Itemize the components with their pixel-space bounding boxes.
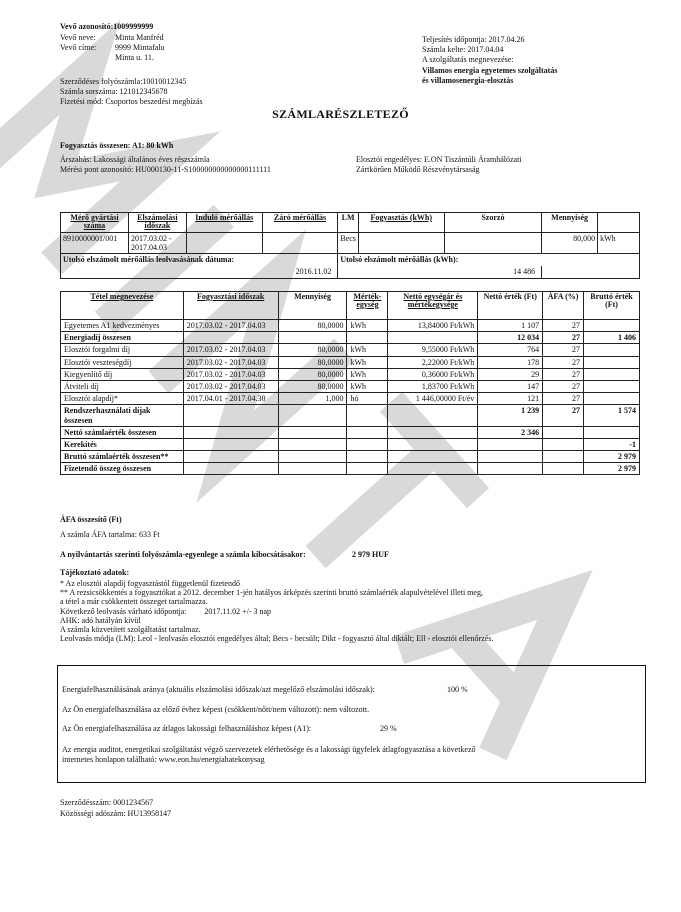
table-row <box>61 368 640 380</box>
item-gross <box>584 393 640 405</box>
item-unit-price <box>388 426 478 438</box>
item-quantity: 80,0000 <box>278 356 347 368</box>
meter-end <box>262 233 338 254</box>
distributor-line2: Zártkörűen Működő Részvénytársaság <box>356 165 480 174</box>
item-gross: -1 <box>584 438 640 450</box>
item-name: Elosztói forgalmi díj <box>61 344 184 356</box>
item-unit-price: 13,84000 Ft/kWh <box>388 320 478 332</box>
item-unit <box>347 463 388 475</box>
meter-unit: kWh <box>598 233 640 254</box>
item-unit-price <box>388 332 478 344</box>
item-name: Kiegyenlítő díj <box>61 368 184 380</box>
item-period: 2017.03.02 - 2017.04.03 <box>183 380 278 392</box>
meter-header-consumption: Fogyasztás (kWh) <box>358 213 444 233</box>
customer-address-line2: Minta u. 11. <box>115 53 154 62</box>
info-line-1: * Az elosztói alapdíj fogyasztástól függetlenül fizetendő <box>60 579 240 588</box>
meter-start <box>186 233 262 254</box>
item-gross <box>584 380 640 392</box>
item-quantity <box>278 438 347 450</box>
item-net: 12 034 <box>478 332 543 344</box>
vat-summary-line: A számla ÁFA tartalma: 633 Ft <box>60 530 160 539</box>
tariff: Árszabás: Lakossági általános éves részszámla <box>60 155 210 164</box>
item-unit <box>347 405 388 426</box>
meter-header-lm: LM <box>338 213 359 233</box>
item-gross <box>584 368 640 380</box>
item-quantity <box>278 405 347 426</box>
item-net: 2 346 <box>478 426 543 438</box>
meter-header-unit <box>598 213 640 233</box>
item-name: Átviteli díj <box>61 380 184 392</box>
item-unit-price: 1,83700 Ft/kWh <box>388 380 478 392</box>
item-period: 2017.03.02 - 2017.04.03 <box>183 368 278 380</box>
item-name: Elosztói veszteségdíj <box>61 356 184 368</box>
items-header-period: Fogyasztási időszak <box>183 292 278 320</box>
item-name: Bruttó számlaérték összesen** <box>61 451 184 463</box>
item-period: 2017.03.02 - 2017.04.03 <box>183 356 278 368</box>
info-title: Tájékoztató adatok: <box>60 568 130 577</box>
fulfillment-date: Teljesítés időpontja: 2017.04.26 <box>422 35 525 44</box>
last-read-date-label: Utolsó elszámolt mérőállás leolvasásának dátuma: <box>61 254 338 266</box>
item-quantity: 1,000 <box>278 393 347 405</box>
contract-account: Szerződéses folyószámla:10010012345 <box>60 77 187 86</box>
item-unit-price <box>388 451 478 463</box>
table-row <box>61 438 640 450</box>
meter-header-start: Induló mérőállás <box>186 213 262 233</box>
service-label: A szolgáltatás megnevezése: <box>422 55 514 64</box>
usage-ratio-value: 100 % <box>447 685 468 694</box>
customer-address-label: Vevő címe: <box>60 43 97 52</box>
item-quantity <box>278 463 347 475</box>
meter-header-multiplier: Szorzó <box>444 213 542 233</box>
average-comparison-value: 29 % <box>380 724 397 733</box>
table-row <box>61 380 640 392</box>
items-header-unit-price: Nettó egységár és mértékegysége <box>388 292 478 320</box>
meter-header-serial: Mérő gyártási száma <box>61 213 129 233</box>
item-vat: 27 <box>543 368 584 380</box>
table-row <box>61 451 640 463</box>
item-gross <box>584 426 640 438</box>
item-vat <box>543 451 584 463</box>
item-net: 764 <box>478 344 543 356</box>
item-quantity: 80,0000 <box>278 380 347 392</box>
info-line-4: Következő leolvasás várható időpontja: 2017.11.02 +/- 3 nap <box>60 606 272 616</box>
payment-method: Fizetési mód: Csoportos beszedési megbízás <box>60 97 203 106</box>
item-unit-price <box>388 405 478 426</box>
item-name: Elosztói alapdíj* <box>61 393 184 405</box>
balance-value: 2 979 HUF <box>352 550 389 559</box>
item-unit: kWh <box>347 368 388 380</box>
yearly-comparison: Az Ön energiafelhasználása az előző évhez képest (csökkent/nőtt/nem változott): nem változott. <box>62 705 370 714</box>
last-read-date: 2016.11.02 <box>61 266 338 279</box>
info-line-6: A számla közvetített szolgáltatást tartalmaz. <box>60 624 201 634</box>
energy-efficiency-box <box>57 665 646 783</box>
item-unit <box>347 451 388 463</box>
item-period <box>183 405 278 426</box>
meter-header-end: Záró mérőállás <box>262 213 338 233</box>
metering-point-id: Mérési pont azonosító: HU000130-11-S100000000000000111111 <box>60 165 271 174</box>
item-period: 2017.03.02 - 2017.04.03 <box>183 344 278 356</box>
item-period: 2017.04.01 - 2017.04.30 <box>183 393 278 405</box>
items-header-gross: Bruttó érték (Ft) <box>584 292 640 320</box>
item-unit-price: 9,55000 Ft/kWh <box>388 344 478 356</box>
table-row <box>61 405 640 426</box>
meter-table <box>60 212 640 279</box>
info-list <box>60 579 640 643</box>
item-quantity: 80,0000 <box>278 344 347 356</box>
item-gross: 1 574 <box>584 405 640 426</box>
item-net <box>478 438 543 450</box>
item-quantity <box>278 426 347 438</box>
distributor-line1: Elosztói engedélyes: E.ON Tiszántúli Áramhálózati <box>356 155 522 164</box>
item-vat: 27 <box>543 393 584 405</box>
vat-summary-title: ÁFA összesítő (Ft) <box>60 515 122 524</box>
item-unit: kWh <box>347 380 388 392</box>
item-net <box>478 463 543 475</box>
item-net: 121 <box>478 393 543 405</box>
item-vat <box>543 438 584 450</box>
item-unit-price: 1 446,00000 Ft/év <box>388 393 478 405</box>
item-name: Egyetemes A1 kedvezményes <box>61 320 184 332</box>
consumption-total: Fogyasztás összesen: A1: 80 kWh <box>60 141 174 150</box>
table-row <box>61 356 640 368</box>
meter-lm: Becs <box>338 233 359 254</box>
item-period <box>183 438 278 450</box>
items-header-quantity: Mennyiség <box>278 292 347 320</box>
item-unit: kWh <box>347 344 388 356</box>
audit-info-line1: Az energia auditot, energetikai szolgáltatást végző szervezetek elérhetősége és a lakossági ügyfelek átlagfogyasztása a következő <box>62 745 476 754</box>
item-vat: 27 <box>543 320 584 332</box>
customer-name: Minta Manfréd <box>115 33 164 42</box>
invoice-date: Számla kelte: 2017.04.04 <box>422 45 504 54</box>
item-unit-price <box>388 463 478 475</box>
average-comparison-label: Az Ön energiafelhasználása az átlagos lakossági felhasználáshoz képest (A1): <box>62 724 312 733</box>
table-row <box>61 393 640 405</box>
meter-multiplier <box>444 233 542 254</box>
item-net: 147 <box>478 380 543 392</box>
meter-consumption <box>358 233 444 254</box>
items-body <box>61 320 640 475</box>
item-quantity <box>278 332 347 344</box>
item-vat: 27 <box>543 332 584 344</box>
info-line-5: AHK: adó hatályán kívül <box>60 615 141 625</box>
service-name-line2: és villamosenergia-elosztás <box>422 76 514 85</box>
item-gross <box>584 320 640 332</box>
item-unit <box>347 438 388 450</box>
item-net: 1 239 <box>478 405 543 426</box>
item-vat <box>543 426 584 438</box>
last-read-value: 14 486 <box>338 266 542 279</box>
item-vat <box>543 463 584 475</box>
item-period <box>183 463 278 475</box>
item-unit: kWh <box>347 356 388 368</box>
item-name: Nettó számlaérték összesen <box>61 426 184 438</box>
customer-id: Vevő azonosító:1009999999 <box>60 22 154 31</box>
item-unit-price: 2,22000 Ft/kWh <box>388 356 478 368</box>
info-line-7: Leolvasás módja (LM): Leol - leolvasás elosztói engedélyes által; Becs - becsült; Dikt - fogyasztó által diktált; Ell - elosztói ellenőrzés. <box>60 634 494 644</box>
info-line-3: a tétel a már csökkentett összeget tartalmazza. <box>60 597 208 607</box>
customer-address-line1: 9999 Mintafalu <box>115 43 165 52</box>
eu-tax-number: Közösségi adószám: HU13958147 <box>60 809 172 818</box>
item-unit: hó <box>347 393 388 405</box>
balance-label: A nyilvántartás szerinti folyószámla-egyenlege a számla kibocsátásakor: <box>60 550 306 559</box>
item-period <box>183 426 278 438</box>
item-gross <box>584 344 640 356</box>
item-quantity <box>278 451 347 463</box>
item-gross: 2 979 <box>584 451 640 463</box>
meter-header-quantity: Mennyiség <box>542 213 598 233</box>
meter-quantity: 80,000 <box>542 233 598 254</box>
item-name: Energiadíj összesen <box>61 332 184 344</box>
item-net <box>478 451 543 463</box>
table-row <box>61 463 640 475</box>
item-unit <box>347 332 388 344</box>
contract-number: Szerződésszám: 0001234567 <box>60 798 154 807</box>
item-quantity: 80,0000 <box>278 320 347 332</box>
item-period <box>183 451 278 463</box>
items-header-unit: Mérték-egység <box>347 292 388 320</box>
item-vat: 27 <box>543 380 584 392</box>
audit-info-line2: internetes honlapon található: www.eon.hu/energiahatekonysag <box>62 755 265 764</box>
item-unit <box>347 426 388 438</box>
item-unit: kWh <box>347 320 388 332</box>
item-quantity: 80,0000 <box>278 368 347 380</box>
table-row <box>61 320 640 332</box>
item-name: Rendszerhasználati díjak összesen <box>61 405 184 426</box>
table-row <box>61 426 640 438</box>
item-gross: 2 979 <box>584 463 640 475</box>
item-net: 1 107 <box>478 320 543 332</box>
customer-name-label: Vevő neve: <box>60 33 96 42</box>
meter-period: 2017.03.02 - 2017.04.03 <box>128 233 186 254</box>
items-header-net: Nettó érték (Ft) <box>478 292 543 320</box>
item-net: 178 <box>478 356 543 368</box>
usage-ratio-label: Energiafelhasználásának aránya (aktuális elszámolási időszak/azt megelőző elszámolási időszak): <box>62 685 375 694</box>
table-row <box>61 344 640 356</box>
item-vat: 27 <box>543 356 584 368</box>
page-title: SZÁMLARÉSZLETEZŐ <box>272 107 409 121</box>
invoice-number: Számla sorszáma: 121012345678 <box>60 87 168 96</box>
item-vat: 27 <box>543 405 584 426</box>
meter-header-period: Elszámolási időszak <box>128 213 186 233</box>
item-vat: 27 <box>543 344 584 356</box>
items-table <box>60 291 640 475</box>
last-read-value-label: Utolsó elszámolt mérőállás (kWh): <box>338 254 640 266</box>
item-gross <box>584 356 640 368</box>
service-name-line1: Villamos energia egyetemes szolgáltatás <box>422 66 558 75</box>
item-unit-price <box>388 438 478 450</box>
item-gross: 1 406 <box>584 332 640 344</box>
table-row <box>61 332 640 344</box>
item-period <box>183 332 278 344</box>
item-name: Fizetendő összeg összesen <box>61 463 184 475</box>
item-unit-price: 0,36000 Ft/kWh <box>388 368 478 380</box>
item-period: 2017.03.02 - 2017.04.03 <box>183 320 278 332</box>
item-net: 29 <box>478 368 543 380</box>
item-name: Kerekítés <box>61 438 184 450</box>
info-line-2: ** A rezsicsökkentés a fogyasztókat a 2012. december 1-jén hatályos árképzés szerinti bruttó számlaérték alapulvételével illeti meg, <box>60 588 483 598</box>
items-header-name: Tétel megnevezése <box>61 292 184 320</box>
items-header-vat: ÁFA (%) <box>543 292 584 320</box>
meter-serial: 8910000001/001 <box>61 233 129 254</box>
